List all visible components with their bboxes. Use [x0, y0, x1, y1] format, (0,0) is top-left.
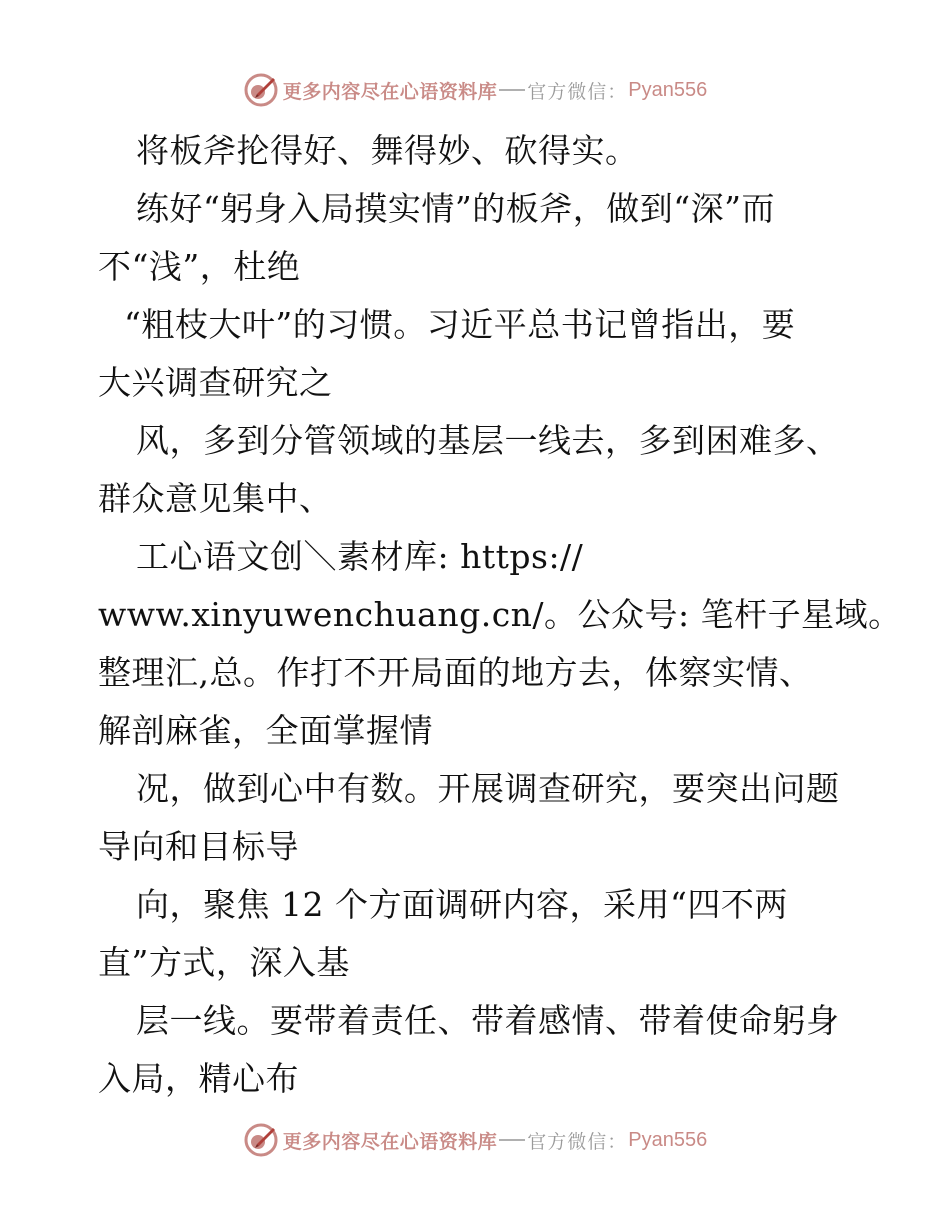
- pen-logo-icon: [243, 72, 279, 108]
- header-brand-text: 更多内容尽在心语资料库: [282, 80, 498, 103]
- body-line: 练好“躬身入局摸实情”的板斧，做到“深”而: [136, 189, 775, 228]
- header-dash: [499, 89, 525, 91]
- body-line: 层一线。要带着责任、带着感情、带着使命躬身: [136, 1001, 840, 1040]
- document-body: [98, 122, 902, 1108]
- body-line: 大兴调查研究之: [98, 363, 333, 402]
- header-colon: ：: [607, 80, 627, 103]
- body-line: 导向和目标导: [98, 827, 299, 866]
- body-line: 向，聚焦 12 个方面调研内容，采用“四不两: [136, 885, 788, 924]
- body-line: 整理汇,总。作打不开局面的地方去，体察实情、: [98, 653, 813, 692]
- body-line: “粗枝大叶”的习惯。习近平总书记曾指出，要: [124, 305, 796, 344]
- body-line: 入局，精心布: [98, 1059, 299, 1098]
- body-line: 风，多到分管领域的基层一线去，多到困难多、: [136, 421, 840, 460]
- pen-logo-icon: [243, 1122, 279, 1158]
- footer-official-text: 官方微信: [527, 1130, 608, 1153]
- body-line: 工心语文创＼素材库: https://: [136, 537, 584, 576]
- footer-colon: ：: [607, 1130, 627, 1153]
- header-official-text: 官方微信: [527, 80, 608, 103]
- footer-brand-text: 更多内容尽在心语资料库: [282, 1130, 498, 1153]
- body-line: 直”方式，深入基: [98, 943, 350, 982]
- footer-dash: [499, 1139, 525, 1141]
- footer-banner: [0, 1120, 950, 1160]
- body-line: 不“浅”，杜绝: [98, 247, 301, 286]
- header-banner: [0, 70, 950, 110]
- body-line: 将板斧抡得好、舞得妙、砍得实。: [136, 131, 639, 170]
- body-line: 群众意见集中、: [98, 479, 333, 518]
- body-line: www.xinyuwenchuang.cn/。公众号: 笔杆子星域。: [98, 595, 902, 634]
- body-line: 解剖麻雀，全面掌握情: [98, 711, 433, 750]
- footer-wechat-id: Pyan556: [628, 1128, 708, 1151]
- body-line: 况，做到心中有数。开展调查研究，要突出问题: [136, 769, 840, 808]
- header-wechat-id: Pyan556: [628, 78, 708, 101]
